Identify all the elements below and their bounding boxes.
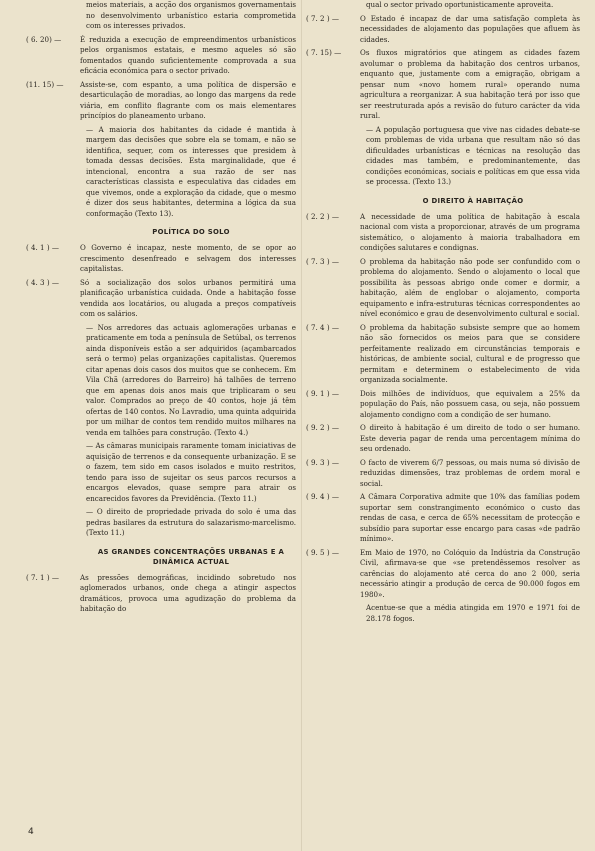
numbered-entry [306,212,580,254]
numbered-entry [26,278,296,320]
section-heading: AS GRANDES CONCENTRAÇÕES URBANAS E A DINÂMICA ACTUAL [97,547,285,566]
entry-text: O facto de viverem 6/7 pessoas, ou mais numa só divisão de reduzidas dimensões, traz problemas de ordem moral e social. [360,457,580,488]
numbered-entry [306,458,580,490]
numbered-entry [26,243,296,275]
numbered-entry [306,323,580,386]
paragraph: — A população portuguesa que vive nas cidades debate-se com problemas de vida urbana que resultam não só das dificuldades urbanísticas e técnicas na resolução das cidades mas também, e predominantemente, das condições económicas, sociais e políticas em que essa vida se processa. (Texto 13.) [366,124,580,186]
entry-reference: ( 7. 4 ) — [306,322,339,332]
numbered-entry [26,35,296,77]
entry-text: Dois milhões de indivíduos, que equivalem a 25% da população do País, não possuem casa, ou seja, não possuem alojamento condigno com a condição de ser humano. [360,388,580,419]
entry-reference: (11. 15) — [26,79,64,89]
entry-text: O Estado é incapaz de dar uma satisfação completa às necessidades de alojamento das populações que afluem às cidades. [360,13,580,44]
paragraph: Acentue-se que a média atingida em 1970 e 1971 foi de 28.178 fogos. [366,603,580,623]
paragraph: — As câmaras municipais raramente tomam iniciativas de aquisição de terrenos e da consequente urbanização. E se o fazem, tem sido em casos isolados e muito restritos, tendo para isso de sujeitar os seus parcos recursos a encargos elevados, quase sempre para atrair os encarecidos favores da Previdência. (Texto 11.) [86,441,296,503]
entry-text: A Câmara Corporativa admite que 10% das famílias podem suportar sem constrangimento económico o custo das rendas de casa, e cerca de 65% necessitam de protecção e subsídio para suportar esse encargo para casas «de padrão mínimo». [360,492,580,543]
entry-reference: ( 4. 1 ) — [26,243,59,252]
paragraph: — Nos arredores das actuais aglomerações urbanas e praticamente em toda a península de Setúbal, os terrenos ainda disponíveis estão a ser adquiridos (açambarcados será o termo) pelas organizações capitalistas. Queremos citar apenas dois casos dos muitos que se conhecem. Em Vila Chã (arredores do Barreiro) há talhões de terreno que em apenas dois anos mais que triplicaram o seu valor. Comprados ao preço de 40 contos, hoje já têm ofertas de 140 contos. No Lavradio, uma quinta adquirida por um milhar de contos tem rendido muitos milhares na venda em talhões para construção. (Texto 4.) [86,322,296,437]
entry-reference: ( 9. 2 ) — [306,423,339,432]
entry-reference: ( 9. 4 ) — [306,492,339,501]
entry-text: As pressões demográficas, incidindo sobretudo nos aglomerados urbanos, onde chega a atingir aspectos dramáticos, provoca uma agudização do problema da habitação do [80,572,296,613]
entry-reference: ( 7. 2 ) — [306,13,339,23]
entry-text: A necessidade de uma política de habitação à escala nacional com vista a proporcionar, através de um programa sistemático, o alojamento à maioria trabalhadora em condições salutares e condignas. [360,211,580,252]
entry-reference: ( 2. 2 ) — [306,211,339,221]
numbered-entry [26,573,296,615]
numbered-entry [306,257,580,320]
entry-text: Os fluxos migratórios que atingem as cidades fazem avolumar o problema da habitação dos centros urbanos, enquanto que, justamente com a emigração, obrigam a pensar num «novo homem rural» operando numa agricultura a reorganizar. A sua habitação terá por isso que ser reestruturada após a revisão do futuro carácter da vida rural. [360,48,580,120]
page-spine [301,0,302,851]
numbered-entry [306,548,580,601]
paragraph: meios materiais, a acção dos organismos governamentais no desenvolvimento urbanístico estaria comprometida com os interesses privados. [86,0,296,30]
entry-reference: ( 4. 3 ) — [26,277,59,287]
entry-text: O problema da habitação subsiste sempre que ao homem não são fornecidos os meios para que se considere perfeitamente realizado em circunstâncias temporais e históricas, de ambiente social, cultural e de progresso que permitam e determinem o estabelecimento de vida organizada socialmente. [360,322,580,384]
numbered-entry [306,14,580,46]
entry-reference: ( 7. 15) — [306,48,342,57]
entry-reference: ( 9. 1 ) — [306,388,339,398]
entry-text: O direito à habitação é um direito de todo o ser humano. Este deveria pagar de renda uma percentagem mínima do seu ordenado. [360,423,580,453]
entry-text: É reduzida a execução de empreendimentos urbanísticos pelos organismos estatais, e mesmo aqueles só são fomentados quando suficientemente comprovada a sua eficácia económica para o sector privado. [80,34,296,75]
numbered-entry [306,389,580,421]
entry-reference: ( 6. 20) — [26,34,62,44]
page-number: 4 [28,827,34,837]
section-heading: O DIREITO À HABITAÇÃO [422,196,524,205]
entry-reference: ( 7. 1 ) — [26,572,59,582]
entry-text: O problema da habitação não pode ser confundido com o problema do alojamento. Sendo o alojamento o local que possibilita às pessoas abrigo onde comer e dormir, a habitação, além de englobar o alojamento, comporta equipamento e infra-estruturas técnicas correspondentes ao nível económico e grau de desenvolvimento cultural e social. [360,256,580,318]
paragraph: qual o sector privado oportunisticamente aproveita. [366,0,554,9]
numbered-entry [306,492,580,545]
numbered-entry [26,80,296,122]
left-column [26,0,296,618]
paragraph: — O direito de propriedade privada do solo é uma das pedras basilares da estrutura do salazarismo-marcelismo. (Texto 11.) [86,507,296,537]
entry-reference: ( 9. 5 ) — [306,547,339,557]
entry-text: O Governo é incapaz, neste momento, de se opor ao crescimento desenfreado e selvagem dos interesses capitalistas. [80,243,296,273]
entry-reference: ( 9. 3 ) — [306,457,339,467]
entry-text: Assiste-se, com espanto, a uma política de dispersão e desarticulação de moradias, ao longo das margens da rede viária, em conflito flagrante com os mais elementares princípios do planeamento urbano. [80,79,296,120]
entry-text: Só a socialização dos solos urbanos permitirá uma planificação urbanística cuidada. Onde a habitação fosse vendida aos locatários, ou alugada a preços compatíveis com os salários. [80,277,296,318]
numbered-entry [306,423,580,455]
section-heading: POLÍTICA DO SOLO [152,228,230,236]
entry-reference: ( 7. 3 ) — [306,256,339,266]
numbered-entry [306,48,580,122]
entry-text: Em Maio de 1970, no Colóquio da Indústria da Construção Civil, afirmava-se que «se pretendêssemos resolver as carências do alojamento até cerca do ano 2 000, seria necessário atingir a produção de cerca de 90.000 fogos em 1980». [360,547,580,599]
right-column [306,0,580,627]
paragraph: — A maioria dos habitantes da cidade é mantida à margem das decisões que sobre ela se tomam, e não se identifica, sequer, com os interesses que presidem à tomada dessas decisões. Esta marginalidade, que é intencional, encontra a sua razão de ser nas características classista e especulativa das cidades em que vivemos, onde a exploração da cidade, que o mesmo é dizer dos seus habitantes, determina a lógica da sua conformação (Texto 13). [86,124,296,218]
